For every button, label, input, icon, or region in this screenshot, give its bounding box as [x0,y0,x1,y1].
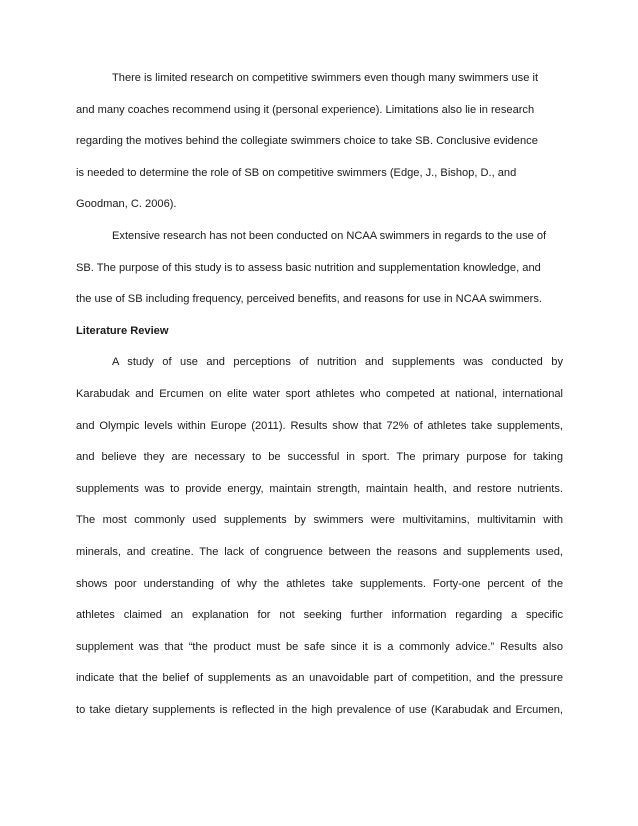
paragraph-line: minerals, and creatine. The lack of congruence between the reasons and supplements used, [76,545,563,558]
paragraph-line: and many coaches recommend using it (personal experience). Limitations also lie in research [76,103,535,116]
paragraph-line: There is limited research on competitive swimmers even though many swimmers use it [112,72,539,84]
paragraph-line: Karabudak and Ercumen on elite water sport athletes who competed at national, international [76,387,563,400]
paragraph-line: the use of SB including frequency, perceived benefits, and reasons for use in NCAA swimmers. [76,293,542,306]
paragraph-line: SB. The purpose of this study is to assess basic nutrition and supplementation knowledge, and [76,261,541,274]
paragraph-line: A study of use and perceptions of nutrition and supplements was conducted by [112,356,563,369]
paragraph-line: Goodman, C. 2006). [76,198,177,211]
paragraph-line: supplements was to provide energy, maintain strength, maintain health, and restore nutrients. [76,482,563,495]
paragraph-line: shows poor understanding of why the athletes take supplements. Forty-one percent of the [76,577,563,590]
section-heading: Literature Review [76,324,169,337]
paragraph-line: is needed to determine the role of SB on competitive swimmers (Edge, J., Bishop, D., and [76,166,517,179]
paragraph-line: to take dietary supplements is reflected in the high prevalence of use (Karabudak and Ercumen, [76,703,563,716]
paragraph-line: Extensive research has not been conducted on NCAA swimmers in regards to the use of [112,229,547,242]
paragraph-2 [76,226,563,321]
paragraph-line: indicate that the belief of supplements as an unavoidable part of competition, and the pressure [76,672,563,685]
document-body [76,68,563,731]
paragraph-line: and Olympic levels within Europe (2011). Results show that 72% of athletes take supplements, [76,419,563,432]
paragraph-line: regarding the motives behind the collegiate swimmers choice to take SB. Conclusive evidence [76,135,538,148]
paragraph-1 [76,68,563,226]
paragraph-line: and believe they are necessary to be successful in sport. The primary purpose for taking [76,451,563,464]
paragraph-3 [76,352,563,731]
paragraph-line: supplement was that “the product must be safe since it is a commonly advice.” Results also [76,640,563,653]
paragraph-line: athletes claimed an explanation for not seeking further information regarding a specific [76,609,563,622]
paragraph-line: The most commonly used supplements by swimmers were multivitamins, multivitamin with [76,514,563,527]
